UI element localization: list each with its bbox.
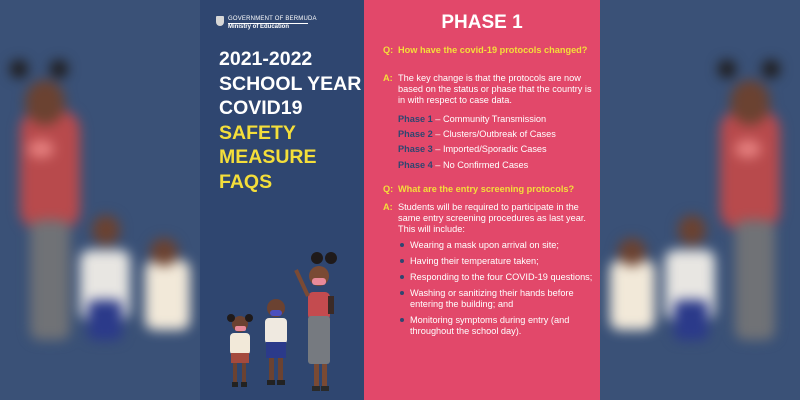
phase-item: Phase 2 – Clusters/Outbreak of Cases — [398, 129, 556, 140]
phase-title: PHASE 1 — [441, 12, 523, 33]
list-item: Having their temperature taken; — [398, 256, 593, 267]
question-1-text: How have the covid-19 protocols changed? — [398, 45, 588, 55]
background-left — [0, 0, 200, 400]
answer-1-text: The key change is that the protocols are now based on the status or phase that the country is in with respect to case data. — [398, 73, 592, 106]
q-tag: Q: — [383, 45, 394, 55]
a-tag: A: — [383, 202, 393, 212]
student-small-girl-figure — [227, 314, 253, 387]
phase-list — [383, 110, 593, 171]
bullet-icon — [400, 318, 404, 322]
student-boy-figure — [265, 299, 287, 385]
bullet-icon — [400, 243, 404, 247]
headline — [219, 47, 362, 194]
q-tag: Q: — [383, 184, 394, 194]
headline-line: 2021-2022 — [219, 48, 313, 70]
bullet-icon — [400, 275, 404, 279]
headline-line: FAQS — [219, 170, 273, 193]
background-right — [600, 0, 800, 400]
student-girl-figure — [296, 252, 337, 391]
answer-2 — [383, 202, 593, 342]
headline-line: MEASURE — [219, 146, 317, 168]
question-2-text: What are the entry screening protocols? — [398, 184, 575, 194]
phase-item: Phase 3 – Imported/Sporadic Cases — [398, 144, 547, 155]
a-tag: A: — [383, 73, 393, 83]
headline-line: COVID19 — [219, 97, 303, 119]
bermuda-crest-icon — [216, 16, 224, 26]
list-item: Responding to the four COVID-19 questions; — [398, 272, 593, 283]
bullet-icon — [400, 291, 404, 295]
list-item: Washing or sanitizing their hands before entering the building; and — [398, 288, 593, 310]
question-2 — [383, 184, 593, 195]
answer-2-text: Students will be required to participate in the same entry screening procedures as last year. This will include: — [398, 202, 586, 235]
headline-line: SCHOOL YEAR — [219, 72, 362, 95]
bullet-icon — [400, 259, 404, 263]
children-illustration — [218, 236, 358, 396]
government-label: GOVERNMENT OF BERMUDA — [228, 16, 317, 22]
question-1 — [383, 45, 593, 56]
phase-item: Phase 4 – No Confirmed Cases — [398, 159, 529, 170]
list-item: Wearing a mask upon arrival on site; — [398, 240, 593, 251]
screening-list — [398, 240, 593, 337]
list-item: Monitoring symptoms during entry (and throughout the school day). — [398, 315, 593, 337]
phase-item: Phase 1 – Community Transmission — [398, 114, 547, 124]
headline-line: SAFETY — [219, 121, 296, 144]
ministry-label: Ministry of Education — [228, 24, 290, 30]
answer-1 — [383, 73, 593, 107]
